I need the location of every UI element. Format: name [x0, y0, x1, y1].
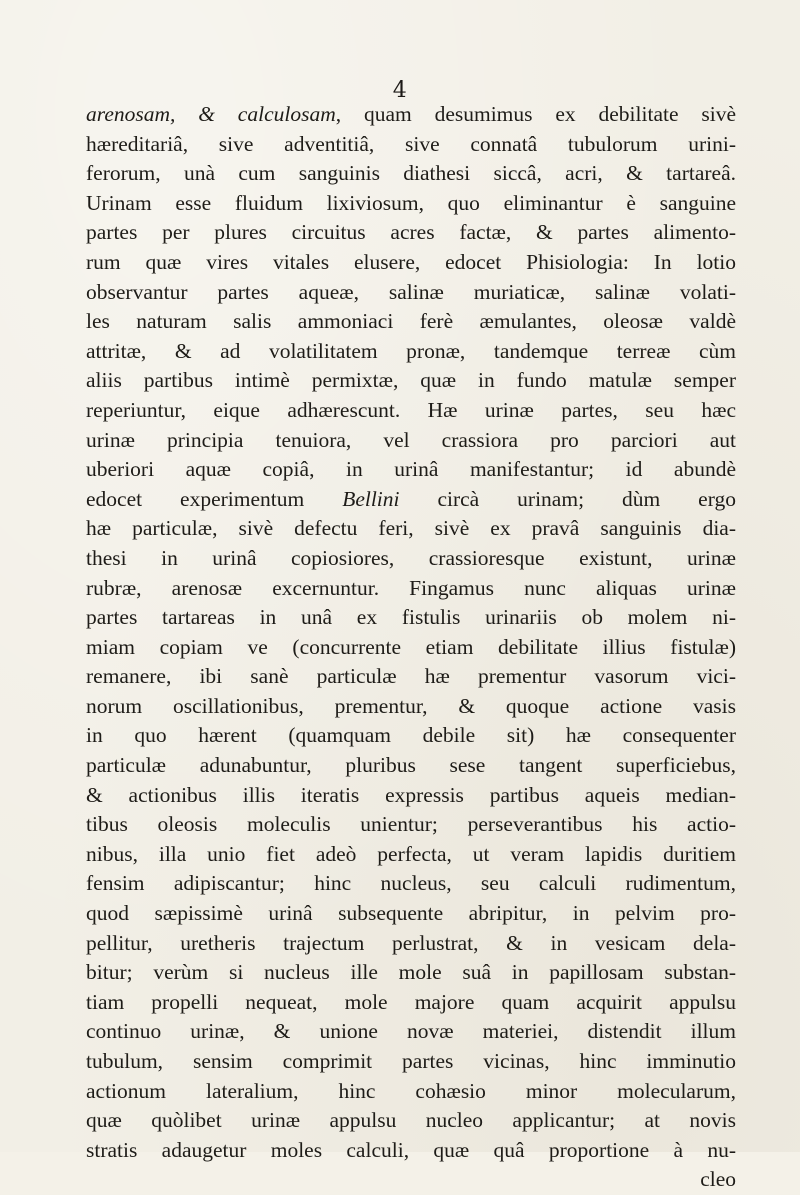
text-line: actionum lateralium, hinc cohæsio minor molecularum,: [86, 1078, 736, 1103]
page-number: 4: [392, 78, 408, 103]
catchword: cleo: [700, 1167, 736, 1192]
text-line: miam copiam ve (concurrente etiam debilitate illius fistulæ): [86, 634, 736, 659]
text-line: edocet experimentum Bellini circà urinam; dùm ergo: [86, 486, 736, 511]
body-text: [86, 100, 736, 1195]
text-line: attritæ, & ad volatilitatem pronæ, tandemque terreæ cùm: [86, 338, 736, 363]
text-line: partes per plures circuitus acres factæ, & partes alimento-: [86, 220, 736, 245]
text-line: uberiori aquæ copiâ, in urinâ manifestantur; id abundè: [86, 457, 736, 482]
text-line: quod sæpissimè urinâ subsequente abripitur, in pelvim pro-: [86, 901, 736, 926]
text-line: & actionibus illis iteratis expressis partibus aqueis median-: [86, 782, 736, 807]
text-line: urinæ principia tenuiora, vel crassiora pro parciori aut: [86, 427, 736, 452]
text-line: reperiuntur, eique adhærescunt. Hæ urinæ partes, seu hæc: [86, 397, 736, 422]
text-line: pellitur, uretheris trajectum perlustrat, & in vesicam dela-: [86, 930, 736, 955]
text-line: fensim adipiscantur; hinc nucleus, seu calculi rudimentum,: [86, 871, 736, 896]
text-line: partes tartareas in unâ ex fistulis urinariis ob molem ni-: [86, 605, 736, 630]
text-line: tibus oleosis moleculis unientur; perseverantibus his actio-: [86, 812, 736, 837]
text-line: aliis partibus intimè permixtæ, quæ in fundo matulæ semper: [86, 368, 736, 393]
text-line: observantur partes aqueæ, salinæ muriaticæ, salinæ volati-: [86, 279, 736, 304]
text-line: stratis adaugetur moles calculi, quæ quâ proportione à nu-: [86, 1137, 736, 1162]
text-line: particulæ adunabuntur, pluribus sese tangent superficiebus,: [86, 753, 736, 778]
text-line: bitur; verùm si nucleus ille mole suâ in papillosam substan-: [86, 960, 736, 985]
text-line: tiam propelli nequeat, mole majore quam acquirit appulsu: [86, 989, 736, 1014]
text-line: continuo urinæ, & unione novæ materiei, distendit illum: [86, 1019, 736, 1044]
text-line: ferorum, unà cum sanguinis diathesi siccâ, acri, & tartareâ.: [86, 161, 736, 186]
text-line: tubulum, sensim comprimit partes vicinas, hinc imminutio: [86, 1049, 736, 1073]
text-line: in quo hærent (quamquam debile sit) hæ consequenter: [86, 723, 736, 748]
text-line: rum quæ vires vitales elusere, edocet Phisiologia: In lotio: [86, 249, 736, 274]
text-line: thesi in urinâ copiosiores, crassioresque existunt, urinæ: [86, 545, 736, 570]
text-line: arenosam, & calculosam, quam desumimus ex debilitate sivè: [86, 102, 736, 126]
text-line: nibus, illa unio fiet adeò perfecta, ut veram lapidis duritiem: [86, 841, 736, 866]
text-line: norum oscillationibus, prementur, & quoque actione vasis: [86, 693, 736, 718]
text-line: les naturam salis ammoniaci ferè æmulantes, oleosæ valdè: [86, 309, 736, 334]
text-line: Urinam esse fluidum lixiviosum, quo eliminantur è sanguine: [86, 190, 736, 215]
text-line: rubræ, arenosæ excernuntur. Fingamus nunc aliquas urinæ: [86, 575, 736, 600]
text-line: remanere, ibi sanè particulæ hæ prementur vasorum vici-: [86, 664, 736, 689]
text-line: hæ particulæ, sivè defectu feri, sivè ex pravâ sanguinis dia-: [86, 516, 736, 541]
text-line: quæ quòlibet urinæ appulsu nucleo applicantur; at novis: [86, 1108, 736, 1133]
text-line: hæreditariâ, sive adventitiâ, sive connatâ tubulorum urini-: [86, 131, 736, 156]
